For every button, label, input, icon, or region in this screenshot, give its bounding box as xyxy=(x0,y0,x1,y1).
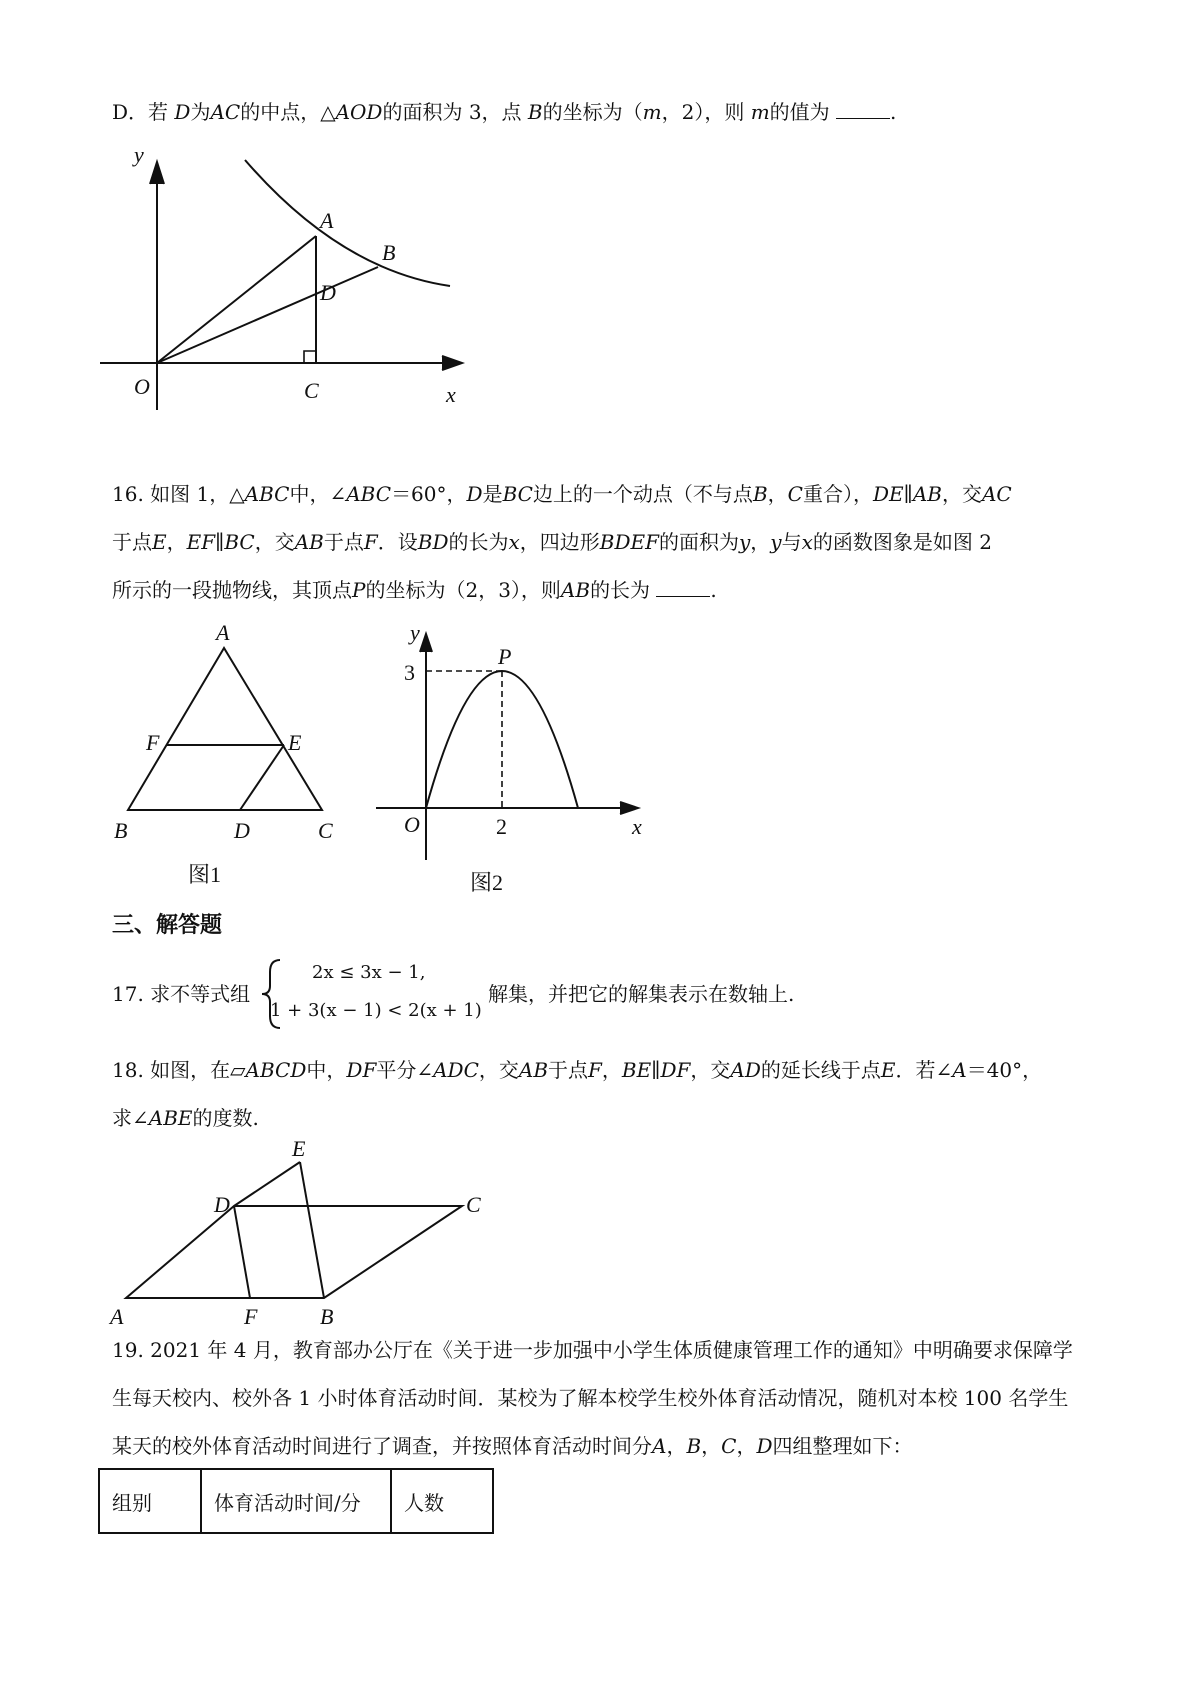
label-A: A xyxy=(216,620,230,645)
q15-figure xyxy=(100,140,520,420)
x-axis-arrow xyxy=(620,802,638,814)
q16-line1: 16. 如图 1，△ABC中，∠ABC＝60°，D是BC边上的一个动点（不与点B，C重合），DE∥AB，交AC xyxy=(112,482,1012,506)
label-F: F xyxy=(244,1304,258,1329)
label-E: E xyxy=(288,730,302,755)
table-header-row xyxy=(99,1469,493,1533)
q16-figure2 xyxy=(370,620,660,900)
label-x: x xyxy=(632,814,642,839)
segment-OA xyxy=(157,236,316,363)
q15-text-part: 的坐标为（ xyxy=(542,100,643,124)
q19-line1: 19. 2021 年 4 月，教育部办公厅在《关于进一步加强中小学生体质健康管理工作的通知》中明确要求保障学 xyxy=(112,1338,1073,1362)
q18-figure xyxy=(100,1130,500,1330)
q19-line3: 某天的校外体育活动时间进行了调查，并按照体育活动时间分A，B，C，D四组整理如下： xyxy=(112,1434,913,1458)
label-B: B xyxy=(114,818,128,843)
section-heading: 三、解答题 xyxy=(112,913,223,938)
caption-figure2: 图2 xyxy=(470,870,504,895)
q15-text xyxy=(112,98,896,126)
q15-var: D xyxy=(174,100,191,124)
label-y: y xyxy=(410,620,420,645)
q15-text-part: ，2），则 xyxy=(661,100,745,124)
q16-line2: 于点E，EF∥BC，交AB于点F．设BD的长为x，四边形BDEF的面积为y，y与x的函数图象是如图 2 xyxy=(112,530,992,554)
y-axis-arrow xyxy=(150,162,164,184)
q15-text-part: 的值为 xyxy=(769,100,830,124)
triangle-ABC xyxy=(128,648,322,810)
q18-line2: 求∠ABE的度数. xyxy=(112,1106,259,1130)
label-C: C xyxy=(318,818,333,843)
q19-line2: 生每天校内、校外各 1 小时体育活动时间．某校为了解本校学生校外体育活动情况，随机对本校 100 名学生 xyxy=(112,1386,1069,1410)
x-axis-arrow xyxy=(442,356,462,370)
label-y: y xyxy=(134,142,144,167)
q15-text-part: . xyxy=(890,100,897,124)
label-D: D xyxy=(234,818,250,843)
label-C: C xyxy=(466,1192,481,1217)
inequality-1: 2x ≤ 3x − 1, xyxy=(312,962,426,983)
inequality-2: 1 + 3(x − 1) < 2(x + 1) xyxy=(270,1000,482,1021)
parallelogram-ABCD xyxy=(126,1206,462,1298)
q16-figure1 xyxy=(100,620,360,890)
label-A: A xyxy=(110,1304,124,1329)
q15-text-part: 的面积为 3，点 xyxy=(382,100,522,124)
q15-text-part: 为 xyxy=(190,100,211,124)
table-header-cell: 人数 xyxy=(391,1469,493,1533)
answer-blank[interactable] xyxy=(836,118,890,119)
q15-prefix: D．若 xyxy=(112,100,169,124)
label-A: A xyxy=(320,208,334,233)
q15-var: AC xyxy=(210,100,241,124)
label-D: D xyxy=(320,280,336,305)
table-header-cell: 组别 xyxy=(99,1469,201,1533)
label-B: B xyxy=(382,240,396,265)
segment-OB xyxy=(157,267,378,363)
q17-suffix: 解集，并把它的解集表示在数轴上. xyxy=(488,982,795,1006)
q15-var: B xyxy=(527,100,543,124)
label-P: P xyxy=(498,644,512,669)
segment-ED xyxy=(240,745,284,810)
tick-3: 3 xyxy=(404,660,415,685)
caption-figure1: 图1 xyxy=(188,862,222,887)
segment-DE xyxy=(234,1162,300,1206)
segment-EB xyxy=(300,1162,324,1298)
q15-var: AOD xyxy=(335,100,383,124)
label-O: O xyxy=(134,374,150,399)
q15-var: m xyxy=(750,100,770,124)
q15-var: m xyxy=(642,100,662,124)
label-D: D xyxy=(214,1192,230,1217)
label-E: E xyxy=(292,1136,306,1161)
q15-text-part: 的中点，△ xyxy=(240,100,336,124)
segment-DF xyxy=(234,1206,250,1298)
right-angle-mark xyxy=(304,351,316,363)
q17-prefix: 17. 求不等式组 xyxy=(112,982,251,1006)
y-axis-arrow xyxy=(420,634,432,652)
table-header-cell: 体育活动时间/分 xyxy=(201,1469,391,1533)
q16-line3: 所示的一段抛物线，其顶点P的坐标为（2，3），则AB的长为 . xyxy=(112,578,717,602)
answer-blank[interactable] xyxy=(656,596,710,597)
label-O: O xyxy=(404,812,420,837)
label-x: x xyxy=(446,382,456,407)
label-B: B xyxy=(320,1304,334,1329)
group-table xyxy=(98,1468,494,1534)
label-F: F xyxy=(146,730,160,755)
label-C: C xyxy=(304,378,319,403)
q18-line1: 18. 如图，在▱ABCD中，DF平分∠ADC，交AB于点F，BE∥DF，交AD的延长线于点E．若∠A＝40°， xyxy=(112,1058,1043,1082)
tick-2: 2 xyxy=(496,814,507,839)
